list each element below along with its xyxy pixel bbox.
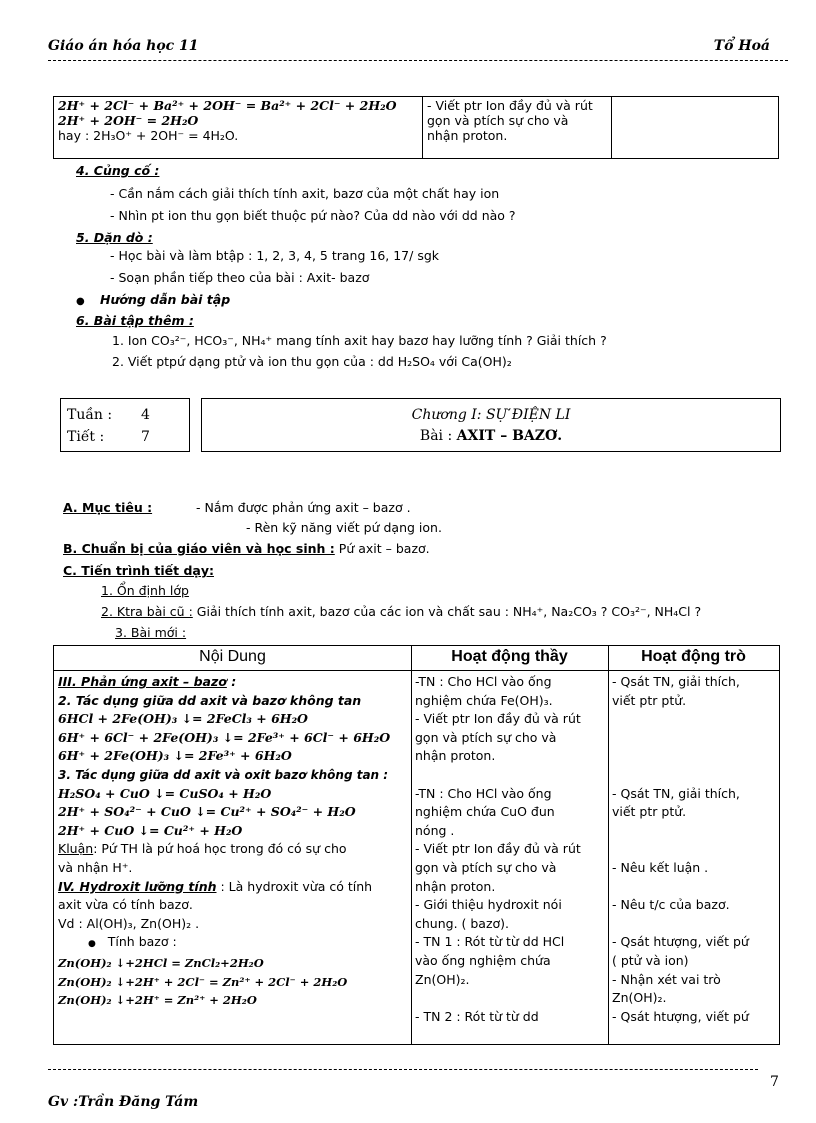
bullet-icon: ● — [88, 939, 96, 950]
thay-line: gọn và ptích sự cho và — [415, 859, 557, 875]
tientrinh-item3: 3. Bài mới : — [115, 625, 187, 640]
main-table — [53, 645, 780, 1045]
top-eq-2: 2H⁺ + 2OH⁻ = 2H₂O — [58, 113, 199, 128]
section-iv-text: : Là hydroxit vừa có tính — [220, 878, 373, 894]
ketluan-label: Kluận — [58, 841, 94, 857]
thay-line: nhận proton. — [415, 748, 496, 764]
tro-line: - Qsát TN, giải thích, — [612, 674, 740, 689]
tro-line — [612, 766, 778, 785]
tro-line: - Qsát TN, giải thích, — [612, 785, 740, 801]
thay-line: vào ống nghiệm chứa — [415, 952, 551, 968]
chuanbi — [63, 541, 430, 556]
eq-line: 2H⁺ + CuO ↓= Cu²⁺ + H₂O — [58, 822, 243, 838]
page-number: 7 — [770, 1074, 779, 1090]
header-row-divider — [54, 670, 779, 671]
top-table-col2 — [423, 97, 612, 159]
huongdan: Hướng dẫn bài tập — [100, 292, 231, 307]
eq-line: Zn(OH)₂ ↓+2H⁺ = Zn²⁺ + 2H₂O — [58, 993, 257, 1008]
lesson-title — [202, 428, 780, 444]
top-table-col1 — [54, 97, 423, 159]
thay-line: Zn(OH)₂. — [415, 971, 470, 987]
thay-line: -TN : Cho HCl vào ống — [415, 674, 552, 689]
tro-line: Zn(OH)₂. — [612, 990, 667, 1006]
page-header — [48, 38, 778, 54]
top-table — [53, 96, 779, 159]
thay-line — [415, 989, 605, 1008]
section-iv-text2: axit vừa có tính bazơ. — [58, 897, 193, 913]
thay-line: nhận proton. — [415, 878, 496, 894]
tientrinh-item1: 1. Ổn định lớp — [101, 583, 189, 598]
lesson-name: AXIT – BAZƠ. — [456, 428, 563, 444]
tientrinh-label: C. Tiến trình tiết dạy: — [63, 563, 214, 578]
tro-line: - Nêu kết luận . — [612, 859, 709, 875]
col-thay — [415, 673, 605, 1026]
chuanbi-value: Pứ axit – bazơ. — [338, 541, 430, 556]
eq-line: 6HCl + 2Fe(OH)₃ ↓= 2FeCl₃ + 6H₂O — [58, 711, 308, 727]
eq-line: 6H⁺ + 6Cl⁻ + 2Fe(OH)₃ ↓= 2Fe³⁺ + 6Cl⁻ + 6H₂O — [58, 729, 391, 745]
thay-line: nghiệm chứa Fe(OH)₃. — [415, 692, 553, 708]
col-tro — [612, 673, 778, 1026]
baitap-title: 6. Bài tập thêm : — [76, 313, 194, 328]
week-box — [60, 398, 190, 452]
tinhbazo: Tính bazơ : — [107, 934, 177, 950]
section-iv: IV. Hydroxit lưỡng tính — [58, 878, 217, 894]
tuan-value: 4 — [141, 407, 150, 423]
top-col2-line: gọn và ptích sự cho và — [427, 113, 569, 128]
footer-divider — [48, 1069, 758, 1070]
tro-line: - Nhận xét vai trò — [612, 971, 721, 987]
col-divider — [608, 646, 609, 1044]
tro-line — [612, 878, 778, 897]
eq-line: 6H⁺ + 2Fe(OH)₃ ↓= 2Fe³⁺ + 6H₂O — [58, 748, 292, 764]
baitap-line: 2. Viết ptpứ dạng ptử và ion thu gọn của : dd H₂SO₄ với Ca(OH)₂ — [112, 354, 512, 369]
chuanbi-label: B. Chuẩn bị của giáo viên và học sinh : — [63, 541, 335, 556]
cungco-title: 4. Củng cố : — [76, 163, 160, 178]
tro-line — [612, 840, 778, 859]
thay-line: nghiệm chứa CuO đun — [415, 804, 555, 820]
thay-line: -TN : Cho HCl vào ống — [415, 785, 552, 801]
ketluan-text: : Pứ TH là pứ hoá học trong đó có sự cho — [93, 841, 347, 857]
tiet-label: Tiết : — [67, 429, 105, 445]
tro-line: viết ptr ptử. — [612, 804, 687, 820]
header-left: Giáo án hóa học 11 — [48, 38, 199, 54]
cungco-line: - Cần nắm cách giải thích tính axit, bazơ của một chất hay ion — [110, 186, 500, 201]
col-noidung — [58, 673, 408, 1010]
dando-title: 5. Dặn dò : — [76, 230, 153, 245]
bullet-icon: ● — [76, 296, 85, 307]
ktra-text: Giải thích tính axit, bazơ của các ion và chất sau : NH₄⁺, Na₂CO₃ ? CO₃²⁻, NH₄Cl ? — [196, 604, 702, 619]
thay-line: - Viết ptr Ion đầy đủ và rút — [415, 841, 581, 857]
col-divider — [411, 646, 412, 1044]
eq-line: Zn(OH)₂ ↓+2H⁺ + 2Cl⁻ = Zn²⁺ + 2Cl⁻ + 2H₂O — [58, 974, 348, 989]
top-eq-3: hay : 2H₃O⁺ + 2OH⁻ = 4H₂O. — [58, 128, 239, 143]
vidu: Vd : Al(OH)₃, Zn(OH)₂ . — [58, 915, 200, 931]
lesson-prefix: Bài : — [419, 428, 457, 444]
tro-line — [612, 915, 778, 934]
col-header-thay: Hoạt động thầy — [451, 648, 568, 665]
thay-line: chung. ( bazơ). — [415, 915, 510, 931]
top-col2-line: nhận proton. — [427, 128, 508, 143]
tro-line: - Qsát htượng, viết pứ — [612, 1008, 749, 1024]
tiet-value: 7 — [141, 429, 150, 445]
section-3: 3. Tác dụng giữa dd axit và oxit bazơ không tan — [58, 767, 380, 782]
thay-line: nóng . — [415, 822, 455, 838]
tientrinh-item2 — [101, 604, 701, 619]
top-col2-line: - Viết ptr Ion đầy đủ và rút — [427, 98, 593, 113]
tro-line: ( ptử và ion) — [612, 952, 689, 968]
tro-line — [612, 710, 778, 729]
thay-line: - TN 1 : Rót từ từ dd HCl — [415, 934, 565, 950]
header-right: Tổ Hoá — [713, 38, 770, 54]
col-header-noidung: Nội Dung — [199, 648, 266, 665]
tro-line: - Qsát htượng, viết pứ — [612, 934, 749, 950]
thay-line: gọn và ptích sự cho và — [415, 729, 557, 745]
top-eq-1: 2H⁺ + 2Cl⁻ + Ba²⁺ + 2OH⁻ = Ba²⁺ + 2Cl⁻ + 2H₂O — [58, 98, 397, 113]
muctieu-line2: - Rèn kỹ năng viết pứ dạng ion. — [246, 520, 442, 535]
dando-line: - Soạn phần tiếp theo của bài : Axit- bazơ — [110, 270, 370, 285]
tro-line — [612, 822, 778, 841]
thay-line: - Viết ptr Ion đầy đủ và rút — [415, 711, 581, 727]
chapter-box — [201, 398, 781, 452]
eq-line: H₂SO₄ + CuO ↓= CuSO₄ + H₂O — [58, 785, 272, 801]
muctieu-line1: - Nắm được phản ứng axit – bazơ . — [196, 500, 411, 515]
header-divider — [48, 60, 788, 61]
section-3-tail: : — [383, 767, 389, 782]
section-2: 2. Tác dụng giữa dd axit và bazơ không tan — [58, 692, 362, 708]
baitap-line: 1. Ion CO₃²⁻, HCO₃⁻, NH₄⁺ mang tính axit hay bazơ hay lưỡng tính ? Giải thích ? — [112, 333, 607, 348]
ketluan-text2: và nhận H⁺. — [58, 859, 133, 875]
eq-line: Zn(OH)₂ ↓+2HCl = ZnCl₂+2H₂O — [58, 955, 264, 970]
chapter-title: Chương I: SỰ ĐIỆN LI — [411, 407, 571, 423]
muctieu-label: A. Mục tiêu : — [63, 500, 153, 515]
tro-line — [612, 747, 778, 766]
section-iii: III. Phản ứng axit – bazơ — [58, 674, 227, 689]
tro-line: - Nêu t/c của bazơ. — [612, 897, 730, 913]
dando-line: - Học bài và làm btập : 1, 2, 3, 4, 5 trang 16, 17/ sgk — [110, 248, 440, 263]
cungco-line: - Nhìn pt ion thu gọn biết thuộc pứ nào? Của dd nào với dd nào ? — [110, 208, 516, 223]
top-table-col3 — [612, 97, 779, 159]
section-iii-tail: : — [231, 674, 237, 689]
ktra-label: 2. Ktra bài cũ : — [101, 604, 193, 619]
thay-line: - Giới thiệu hydroxit nói — [415, 897, 562, 913]
col-header-tro: Hoạt động trò — [641, 648, 746, 665]
tro-line: viết ptr ptử. — [612, 692, 687, 708]
tuan-label: Tuần : — [67, 407, 113, 423]
thay-line — [415, 766, 605, 785]
eq-line: 2H⁺ + SO₄²⁻ + CuO ↓= Cu²⁺ + SO₄²⁻ + H₂O — [58, 804, 356, 820]
tro-line — [612, 729, 778, 748]
thay-line: - TN 2 : Rót từ từ dd — [415, 1008, 539, 1024]
footer-author: Gv :Trần Đăng Tám — [48, 1094, 199, 1110]
